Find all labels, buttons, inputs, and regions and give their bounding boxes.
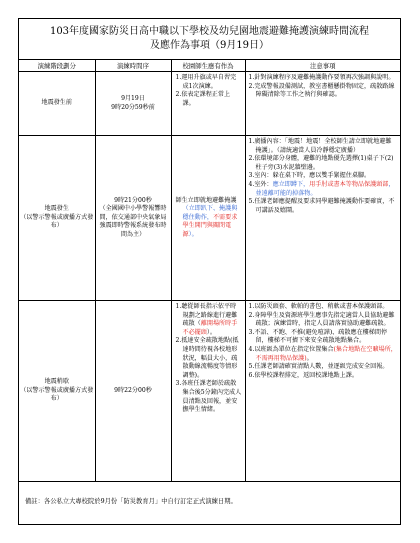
cell-line: 地震發生 — [44, 205, 69, 213]
actions-cell — [171, 301, 245, 482]
text-segment: 3.室內：躲在桌下時，應以雙手緊握住桌腳。 — [248, 172, 371, 180]
cell-line: （全國國中小學警報響時間，依交通部中央氣象局強震即時警報系統發布時間為主） — [99, 205, 167, 238]
header-actions: 校園師生應有作為 — [171, 60, 245, 72]
stage-cell — [19, 136, 95, 301]
text-segment: 應立即蹲下， — [272, 180, 310, 188]
text-segment: ）。 — [206, 328, 217, 336]
cell-line: （以警示警報或廣播方式發布） — [20, 386, 94, 403]
text-segment: 3.各班任課老師於疏散集合後5分鐘內完成人員清點及回報，並安撫學生情緒。 — [175, 380, 242, 414]
drill-schedule-table — [19, 60, 400, 482]
list-item — [176, 197, 242, 240]
list-item — [249, 312, 398, 329]
text-segment: 不需要求學生開門與關閉電源 — [182, 213, 238, 238]
text-segment: 師生立即就地避難掩護 — [175, 196, 237, 204]
header-time: 演練時間序 — [95, 60, 171, 72]
text-segment: 1.廣播內容：「地震！地震！全校師生請立即就地避難掩護」。（請統適當人員冷靜穩定廣播） — [248, 138, 392, 154]
cell-line: 9時21分00秒 — [114, 196, 152, 204]
text-segment: 4.室外： — [248, 180, 273, 188]
list-item — [176, 74, 242, 91]
footnote: 備註：各公私立大專校院於9月份「防災教育月」中自行訂定正式演練日期。 — [25, 497, 237, 505]
table-row — [19, 136, 400, 301]
list-item — [249, 83, 398, 100]
actions-cell — [171, 136, 245, 301]
notes-cell — [245, 136, 400, 301]
text-segment: 4.以班級為單位在指定位置集合 — [248, 345, 334, 353]
title-line-1: 103年度國家防災日高中職以下學校及幼兒園地震避難掩護演練時間流程 — [49, 26, 370, 37]
cell-line: 地震稍歇 — [44, 378, 69, 386]
text-segment: 。 — [306, 354, 313, 362]
list-item — [249, 303, 398, 312]
text-segment: 離開場所時手不必擺頭 — [182, 320, 238, 336]
text-segment: 2.依環境部分身體，避難的地點優先選擇(1)桌子下(2)柱子旁(3)水泥牆壁邊。 — [248, 155, 394, 171]
text-segment: 2.依表定課程正常上課。 — [175, 91, 231, 107]
schedule-document — [18, 18, 401, 525]
text-segment: ，並遠離可能的掉落物。 — [255, 180, 395, 197]
list-item — [249, 155, 398, 172]
actions-cell — [171, 72, 245, 136]
stage-cell — [19, 72, 95, 136]
cell-line: （以警示警報或廣播方式發布） — [20, 213, 94, 230]
text-segment: （立即趴下、掩護與穩住動作， — [182, 205, 238, 221]
text-segment: 2.身障學生及資源班學生應事先指定適當人員協助避難疏散；演練當時，指定人員請落實協助避難疏散。 — [248, 311, 395, 328]
list-item — [176, 380, 242, 414]
list-item — [249, 138, 398, 155]
table-row — [19, 301, 400, 482]
text-segment: 1.以防災頭套、軟帕的書包、稍軟或書本保護頭部。 — [248, 303, 389, 310]
time-cell — [95, 136, 171, 301]
list-item — [249, 346, 398, 363]
text-segment: 1.聽從師長指示依平時規劃之路線進行避難疏散（ — [175, 303, 238, 328]
document-title — [19, 19, 400, 60]
time-cell — [95, 72, 171, 136]
list-item — [249, 363, 398, 372]
text-segment: 6.依學校課程排定，返回校課地點上課。 — [248, 371, 358, 379]
text-segment: 用手肘或書本等物品保護頭部 — [309, 180, 389, 188]
time-cell — [95, 301, 171, 482]
table-row — [19, 72, 400, 136]
text-segment: 5.任課老師應提醒及要求同學避難掩護動作要確實，不可講話及嬉鬧。 — [248, 198, 395, 214]
cell-line: 地震發生前 — [41, 99, 72, 107]
table-header-row — [19, 60, 400, 72]
header-stage: 演練階段劃分 — [19, 60, 95, 72]
list-item — [249, 74, 398, 83]
list-item — [249, 329, 398, 346]
notes-cell — [245, 72, 400, 136]
title-line-2: 及應作為事項（9月19日） — [149, 40, 270, 51]
cell-line: 9時20分59秒前 — [111, 103, 155, 111]
text-segment: ）。 — [188, 230, 198, 238]
list-item — [176, 91, 242, 108]
text-segment: 5.任課老師請確實清點人數，並逐級完成安全回報。 — [248, 363, 389, 371]
text-segment: 2.完成警報設備測試，教室書櫃懸掛物固定，疏散路線障礙清除等工作之執行與確認。 — [248, 82, 395, 99]
stage-cell — [19, 301, 95, 482]
list-item — [176, 303, 242, 337]
text-segment: (集合地點在空曠場所，不需再用物品保護) — [255, 345, 397, 362]
list-item — [176, 337, 242, 380]
list-item — [249, 372, 398, 381]
list-item — [249, 181, 398, 198]
text-segment: 1.運用升旗或早自習完成1次演練。 — [175, 74, 237, 90]
text-segment: 2.抵達安全疏散地點(抵達時間待視各校地形狀況，幅員大小，疏散動線流暢度等情形調整)。 — [175, 337, 239, 379]
cell-line: 9月19日 — [121, 94, 145, 102]
cell-line: 9時22分00秒 — [114, 386, 152, 394]
list-item — [249, 172, 398, 181]
list-item — [249, 198, 398, 215]
text-segment: 3.不語、不跑、不推(避免喧譁)、疏散應在樓梯間停留，樓梯不可擠下來安全疏散地點集合。 — [248, 328, 388, 345]
notes-cell — [245, 301, 400, 482]
header-notes: 注意事項 — [245, 60, 400, 72]
text-segment: 1.針對演練程序及避難掩護動作要領再次強調與說明。 — [248, 74, 395, 81]
